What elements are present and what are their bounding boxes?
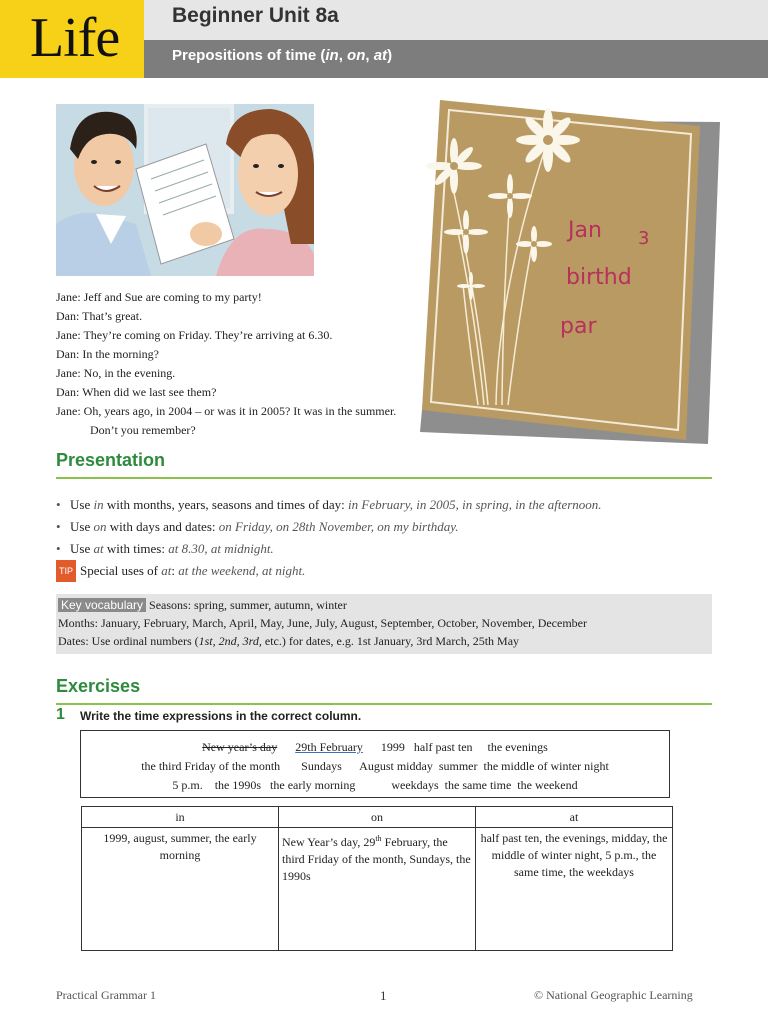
key-vocabulary-label: Key vocabulary bbox=[58, 598, 146, 612]
unit-title: Beginner Unit 8a bbox=[172, 4, 339, 27]
party-invitation-card bbox=[418, 100, 728, 450]
card-text: par bbox=[560, 314, 597, 339]
dialogue-line: Dan: That’s great. bbox=[56, 309, 143, 323]
word-item: New year’s day bbox=[202, 740, 278, 754]
section-divider bbox=[56, 477, 712, 479]
section-divider bbox=[56, 703, 712, 705]
answer-table bbox=[81, 806, 673, 951]
answer-cell-at[interactable]: half past ten, the evenings, midday, the middle of winter night, 5 p.m., the same time, the weekdays bbox=[476, 828, 673, 951]
dialogue-line: Jane: They’re coming on Friday. They’re arriving at 6.30. bbox=[56, 328, 333, 342]
word-items: 5 p.m. the 1990s the early morning weekdays the same time the weekend bbox=[172, 778, 578, 792]
rule-bullet: • Use on with days and dates: on Friday, on 28th November, on my birthday. bbox=[56, 519, 459, 534]
dialogue-line: Jane: Oh, years ago, in 2004 – or was it in 2005? It was in the summer. bbox=[56, 404, 397, 418]
rule-bullet: • Use in with months, years, seasons and times of day: in February, in 2005, in spring, in the afternoon. bbox=[56, 497, 602, 512]
tip-bullet: TIP Special uses of at: at the weekend, at night. bbox=[56, 560, 736, 582]
column-header-in: in bbox=[82, 807, 279, 828]
card-text: Jan bbox=[568, 218, 602, 243]
footer-book-title: Practical Grammar 1 bbox=[56, 988, 156, 1002]
presentation-list bbox=[56, 494, 736, 582]
answer-cell-in[interactable]: 1999, august, summer, the early morning bbox=[82, 828, 279, 951]
dialogue-line: Dan: In the morning? bbox=[56, 347, 159, 361]
word-items: the third Friday of the month Sundays August midday summer the middle of winter night bbox=[141, 759, 609, 773]
exercises-heading: Exercises bbox=[56, 676, 141, 696]
dialogue bbox=[56, 288, 416, 440]
card-text: 3 bbox=[638, 228, 650, 249]
tip-badge: TIP bbox=[56, 560, 76, 582]
dialogue-line: Jane: Jeff and Sue are coming to my party! bbox=[56, 290, 262, 304]
page-number: 1 bbox=[380, 988, 387, 1003]
answer-cell-on[interactable]: New Year’s day, 29th February, the third Friday of the month, Sundays, the 1990s bbox=[279, 828, 476, 951]
word-items: 1999 half past ten the evenings bbox=[380, 740, 548, 754]
dialogue-illustration bbox=[56, 104, 314, 276]
column-header-on: on bbox=[279, 807, 476, 828]
question-number: 1 bbox=[56, 706, 65, 723]
question-instruction: Write the time expressions in the correct column. bbox=[80, 709, 362, 723]
column-header-at: at bbox=[476, 807, 673, 828]
footer-copyright: © National Geographic Learning bbox=[534, 988, 693, 1002]
word-box bbox=[80, 730, 670, 798]
presentation-heading: Presentation bbox=[56, 450, 166, 470]
topic-title: Prepositions of time (in, on, at) bbox=[172, 47, 393, 64]
rule-bullet: • Use at with times: at 8.30, at midnight. bbox=[56, 541, 274, 556]
dialogue-line: Jane: No, in the evening. bbox=[56, 366, 176, 380]
word-item: 29th February bbox=[295, 740, 363, 754]
dialogue-line: Dan: When did we last see them? bbox=[56, 385, 217, 399]
dialogue-line: Don’t you remember? bbox=[90, 423, 196, 437]
card-text: birthd bbox=[566, 265, 632, 290]
key-vocabulary-box: Key vocabulary Seasons: spring, summer, autumn, winter Months: January, February, March, April, May, June, July, August, September, October, November, December Dates: Use ordinal numbers (1st, 2nd, 3rd, etc.) for dates, e.g. 1st January, 3rd March, 25th May bbox=[56, 594, 712, 654]
life-logo: Life bbox=[0, 0, 144, 78]
